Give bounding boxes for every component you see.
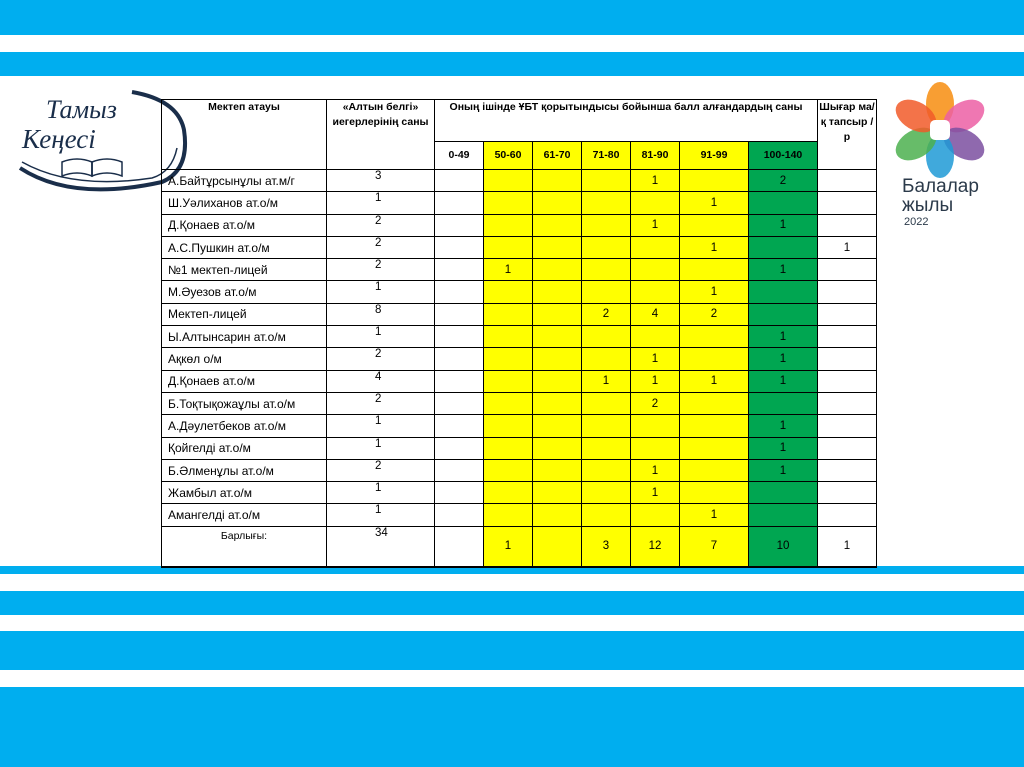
- range-count: [435, 526, 484, 567]
- range-count: 1: [631, 482, 680, 504]
- gold-count: 1: [327, 437, 435, 459]
- range-count: [631, 259, 680, 281]
- range-count: 1: [582, 370, 631, 392]
- range-count: 1: [749, 326, 818, 348]
- range-count: 1: [749, 214, 818, 236]
- gold-count: 2: [327, 348, 435, 370]
- range-count: [749, 392, 818, 414]
- range-count: [484, 415, 533, 437]
- gold-count: 1: [327, 482, 435, 504]
- range-count: [582, 437, 631, 459]
- gold-count: 1: [327, 192, 435, 214]
- range-count: [680, 437, 749, 459]
- range-count: 10: [749, 526, 818, 567]
- table-row: [162, 459, 877, 481]
- range-count: [680, 259, 749, 281]
- school-name: Д.Қонаев ат.о/м: [162, 214, 327, 236]
- failed-count: [818, 259, 877, 281]
- range-count: [533, 192, 582, 214]
- logo-right-line1: Балалар: [902, 176, 979, 197]
- range-count: 1: [749, 259, 818, 281]
- range-count: [533, 415, 582, 437]
- logo-left-line2: Кеңесі: [22, 124, 96, 154]
- header-range-61-70: 61-70: [533, 142, 582, 170]
- range-count: [631, 281, 680, 303]
- header-range-0-49: 0-49: [435, 142, 484, 170]
- bottom-stripe-3: [0, 687, 1024, 767]
- gold-count: 2: [327, 392, 435, 414]
- range-count: 1: [631, 370, 680, 392]
- school-name: №1 мектеп-лицей: [162, 259, 327, 281]
- header-range-100-140: 100-140: [749, 142, 818, 170]
- header-range-50-60: 50-60: [484, 142, 533, 170]
- range-count: [631, 504, 680, 526]
- header-range-91-99: 91-99: [680, 142, 749, 170]
- range-count: [749, 482, 818, 504]
- range-count: [435, 459, 484, 481]
- range-count: [533, 392, 582, 414]
- bottom-stripe-2: [0, 631, 1024, 670]
- table-row: [162, 236, 877, 258]
- range-count: [533, 437, 582, 459]
- range-count: 1: [749, 459, 818, 481]
- total-row: [162, 526, 877, 567]
- range-count: 1: [631, 214, 680, 236]
- gold-count: 2: [327, 259, 435, 281]
- range-count: [435, 303, 484, 325]
- results-table: [161, 99, 877, 568]
- gold-count: 3: [327, 170, 435, 192]
- table-row: [162, 192, 877, 214]
- failed-count: [818, 326, 877, 348]
- range-count: [631, 236, 680, 258]
- range-count: [484, 392, 533, 414]
- range-count: [631, 437, 680, 459]
- range-count: [484, 281, 533, 303]
- gold-count: 1: [327, 504, 435, 526]
- range-count: 1: [631, 348, 680, 370]
- top-stripe-2: [0, 52, 1024, 76]
- range-count: [582, 482, 631, 504]
- range-count: 1: [484, 526, 533, 567]
- range-count: [484, 326, 533, 348]
- range-count: [435, 482, 484, 504]
- table-row: [162, 326, 877, 348]
- school-name: Ш.Уәлиханов ат.о/м: [162, 192, 327, 214]
- range-count: [484, 303, 533, 325]
- range-count: [484, 236, 533, 258]
- school-name: М.Әуезов ат.о/м: [162, 281, 327, 303]
- failed-count: [818, 170, 877, 192]
- range-count: 1: [631, 170, 680, 192]
- range-count: [435, 192, 484, 214]
- failed-count: [818, 370, 877, 392]
- range-count: [435, 504, 484, 526]
- range-count: [582, 415, 631, 437]
- header-range-group: Оның ішінде ҰБТ қорытындысы бойынша балл алғандардың саны: [435, 100, 818, 142]
- gold-count: 1: [327, 415, 435, 437]
- table-row: [162, 392, 877, 414]
- logo-left-line1: Тамыз: [46, 95, 117, 124]
- range-count: 3: [582, 526, 631, 567]
- top-stripe-1: [0, 0, 1024, 35]
- range-count: [680, 348, 749, 370]
- range-count: 2: [749, 170, 818, 192]
- range-count: [749, 192, 818, 214]
- range-count: [749, 504, 818, 526]
- range-count: 1: [631, 459, 680, 481]
- range-count: [749, 281, 818, 303]
- school-name: Б.Әлменұлы ат.о/м: [162, 459, 327, 481]
- failed-count: [818, 459, 877, 481]
- table-row: [162, 281, 877, 303]
- failed-count: [818, 504, 877, 526]
- balalar-jyly-logo: [888, 82, 998, 232]
- range-count: [533, 281, 582, 303]
- range-count: 2: [680, 303, 749, 325]
- range-count: 1: [484, 259, 533, 281]
- range-count: [435, 415, 484, 437]
- range-count: [435, 392, 484, 414]
- school-name: Жамбыл ат.о/м: [162, 482, 327, 504]
- range-count: [533, 236, 582, 258]
- range-count: [435, 326, 484, 348]
- range-count: 1: [749, 348, 818, 370]
- range-count: [435, 236, 484, 258]
- range-count: [582, 192, 631, 214]
- range-count: [435, 437, 484, 459]
- range-count: [484, 214, 533, 236]
- range-count: [484, 348, 533, 370]
- school-name: Б.Тоқтықожаұлы ат.о/м: [162, 392, 327, 414]
- school-name: А.Байтұрсынұлы ат.м/г: [162, 170, 327, 192]
- table-row: [162, 482, 877, 504]
- range-count: 2: [631, 392, 680, 414]
- gold-count: 1: [327, 281, 435, 303]
- school-name: А.С.Пушкин ат.о/м: [162, 236, 327, 258]
- range-count: [533, 326, 582, 348]
- table-row: [162, 214, 877, 236]
- range-count: 1: [749, 437, 818, 459]
- range-count: [749, 303, 818, 325]
- range-count: [680, 170, 749, 192]
- range-count: [631, 415, 680, 437]
- range-count: [484, 482, 533, 504]
- range-count: [582, 504, 631, 526]
- range-count: [680, 214, 749, 236]
- range-count: [680, 392, 749, 414]
- range-count: [582, 259, 631, 281]
- failed-count: [818, 482, 877, 504]
- range-count: [533, 303, 582, 325]
- gold-count: 2: [327, 459, 435, 481]
- table-row: [162, 259, 877, 281]
- gold-count: 2: [327, 236, 435, 258]
- failed-count: [818, 303, 877, 325]
- range-count: [631, 326, 680, 348]
- range-count: [533, 214, 582, 236]
- results-table-wrap: [161, 99, 877, 568]
- gold-count: 2: [327, 214, 435, 236]
- range-count: [680, 459, 749, 481]
- range-count: [484, 370, 533, 392]
- range-count: [582, 236, 631, 258]
- range-count: [680, 415, 749, 437]
- school-name: Амангелді ат.о/м: [162, 504, 327, 526]
- table-row: [162, 437, 877, 459]
- school-name: Мектеп-лицей: [162, 303, 327, 325]
- range-count: [484, 437, 533, 459]
- range-count: [582, 170, 631, 192]
- range-count: [533, 482, 582, 504]
- range-count: [582, 392, 631, 414]
- logo-right-line2: жылы: [902, 195, 954, 216]
- range-count: [631, 192, 680, 214]
- range-count: [435, 370, 484, 392]
- failed-count: [818, 437, 877, 459]
- gold-count: 4: [327, 370, 435, 392]
- gold-count: 8: [327, 303, 435, 325]
- range-count: [484, 170, 533, 192]
- failed-count: [818, 392, 877, 414]
- school-name: Д.Қонаев ат.о/м: [162, 370, 327, 392]
- school-name: Ақкөл о/м: [162, 348, 327, 370]
- range-count: [435, 348, 484, 370]
- range-count: [533, 259, 582, 281]
- header-failed: Шығар ма/қ тапсыр /р: [818, 100, 877, 170]
- range-count: [484, 192, 533, 214]
- range-count: [582, 281, 631, 303]
- total-label: Барлығы:: [162, 526, 327, 567]
- table-row: [162, 370, 877, 392]
- table-row: [162, 303, 877, 325]
- range-count: [582, 348, 631, 370]
- range-count: 1: [749, 415, 818, 437]
- range-count: 1: [680, 370, 749, 392]
- range-count: [435, 170, 484, 192]
- range-count: [435, 259, 484, 281]
- table-row: [162, 348, 877, 370]
- gold-count: 1: [327, 326, 435, 348]
- range-count: 1: [680, 236, 749, 258]
- range-count: 2: [582, 303, 631, 325]
- range-count: 1: [680, 192, 749, 214]
- range-count: 4: [631, 303, 680, 325]
- range-count: [533, 459, 582, 481]
- range-count: 12: [631, 526, 680, 567]
- range-count: [484, 459, 533, 481]
- range-count: [680, 326, 749, 348]
- range-count: 1: [680, 281, 749, 303]
- header-gold: «Алтын белгі» иегерлерінің саны: [327, 100, 435, 170]
- header-range-81-90: 81-90: [631, 142, 680, 170]
- header-range-71-80: 71-80: [582, 142, 631, 170]
- failed-count: [818, 214, 877, 236]
- range-count: [533, 170, 582, 192]
- gold-count: 34: [327, 526, 435, 567]
- range-count: [582, 459, 631, 481]
- header-school: Мектеп атауы: [162, 100, 327, 170]
- table-row: [162, 504, 877, 526]
- range-count: [533, 504, 582, 526]
- range-count: 7: [680, 526, 749, 567]
- range-count: [435, 214, 484, 236]
- flower-logo-icon: [888, 82, 998, 232]
- range-count: [435, 281, 484, 303]
- range-count: [533, 370, 582, 392]
- table-row: [162, 415, 877, 437]
- range-count: 1: [680, 504, 749, 526]
- range-count: [484, 504, 533, 526]
- range-count: [533, 348, 582, 370]
- range-count: [533, 526, 582, 567]
- range-count: [582, 214, 631, 236]
- school-name: А.Дәулетбеков ат.о/м: [162, 415, 327, 437]
- range-count: [582, 326, 631, 348]
- range-count: 1: [749, 370, 818, 392]
- table-row: [162, 170, 877, 192]
- bottom-stripe-1: [0, 591, 1024, 615]
- school-name: Ы.Алтынсарин ат.о/м: [162, 326, 327, 348]
- logo-right-line3: 2022: [904, 216, 929, 228]
- range-count: [749, 236, 818, 258]
- range-count: [680, 482, 749, 504]
- failed-count: [818, 281, 877, 303]
- failed-count: [818, 415, 877, 437]
- failed-count: 1: [818, 236, 877, 258]
- failed-count: [818, 192, 877, 214]
- school-name: Қойгелді ат.о/м: [162, 437, 327, 459]
- failed-count: [818, 348, 877, 370]
- failed-count: 1: [818, 526, 877, 567]
